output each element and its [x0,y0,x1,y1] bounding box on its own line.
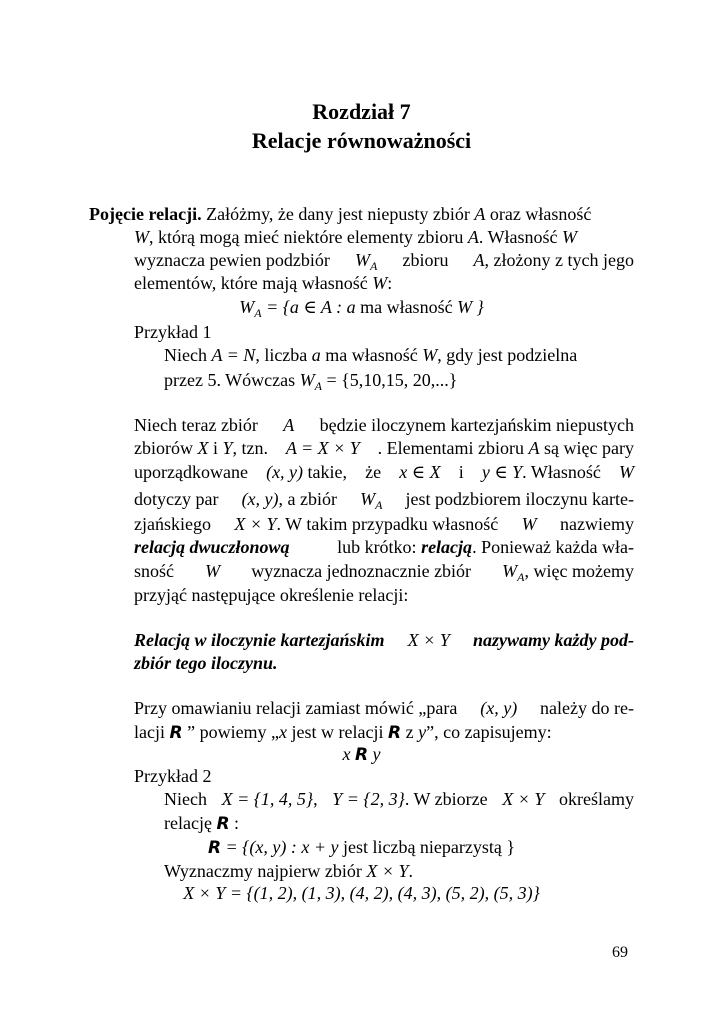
para2-line-1: Niech teraz zbiór A będzie iloczynem kartezjańskim niepustych [134,415,634,435]
para2-line-3: uporządkowane (x, y) takie, że x ∈ X i y ∈ Y. Własność W [134,462,634,482]
example1-label: Przykład 1 [134,322,212,342]
example2-line-4: Wyznaczmy najpierw zbiór X × Y. [164,861,413,881]
example2-label: Przykład 2 [134,766,212,786]
example2-cartesian-product: X × Y = {(1, 2), (1, 3), (4, 2), (4, 3), (5, 2), (5, 3)} [183,883,540,903]
para2-line-5: zjańskiego X × Y. W takim przypadku własność W nazwiemy [134,514,634,534]
example1-line-1: Niech A = N, liczba a ma własność W, gdy jest podzielna [164,345,578,365]
para2-line-4: dotyczy par (x, y), a zbiór $W_A$ jest podzbiorem iloczynu karte- [134,489,634,512]
para2-line-6: relacją dwuczłonową lub krótko: relacją. Ponieważ każda wła- [134,537,634,557]
para2-line-2: zbiorów X i Y, tzn. A = X × Y . Elementami zbioru A są więc pary [134,438,634,458]
example2-line-1: Niech X = {1, 4, 5}, Y = {2, 3}. W zbiorze X × Y określamy [164,789,634,809]
chapter-title: Relacje równoważności [251,128,472,153]
para3-line-2: lacji R ” powiemy „x jest w relacji R z y”, co zapisujemy: [134,722,552,743]
definition-line-2: zbiór tego iloczynu. [134,653,278,673]
page-number: 69 [612,944,628,961]
section1-line-2: W, którą mogą mieć niektóre elementy zbioru A. Własność W [134,227,578,247]
para3-formula: x R y [342,744,381,765]
section1-line-1: Pojęcie relacji. Załóżmy, że dany jest niepusty zbiór A oraz własność [89,204,592,224]
chapter-number: Rozdział 7 [312,99,411,124]
example1-line-2: przez 5. Wówczas $W_A = \{5,10,15$, 20,...} [164,370,458,393]
para2-line-7: sność W wyznacza jednoznacznie zbiór $W_A$, więc możemy [134,561,634,584]
definition-line-1: Relacją w iloczynie kartezjańskim X × Y nazywamy każdy pod- [134,630,634,650]
para3-line-1: Przy omawianiu relacji zamiast mówić „para (x, y) należy do re- [134,698,634,718]
section1-line-3: wyznacza pewien podzbiór $W_A$ zbioru A, złożony z tych jego [134,250,634,273]
section1-formula: $W_A = \{a$ ∈ A : a ma własność W } [239,297,484,320]
example2-formula: R = {(x, y) : x + y jest liczbą nieparzystą } [207,837,516,858]
section1-line-4: elementów, które mają własność W: [134,273,393,293]
example2-line-2: relację R : [164,813,240,834]
para2-line-8: przyjąć następujące określenie relacji: [134,585,409,605]
section-heading: Pojęcie relacji. [89,204,202,224]
